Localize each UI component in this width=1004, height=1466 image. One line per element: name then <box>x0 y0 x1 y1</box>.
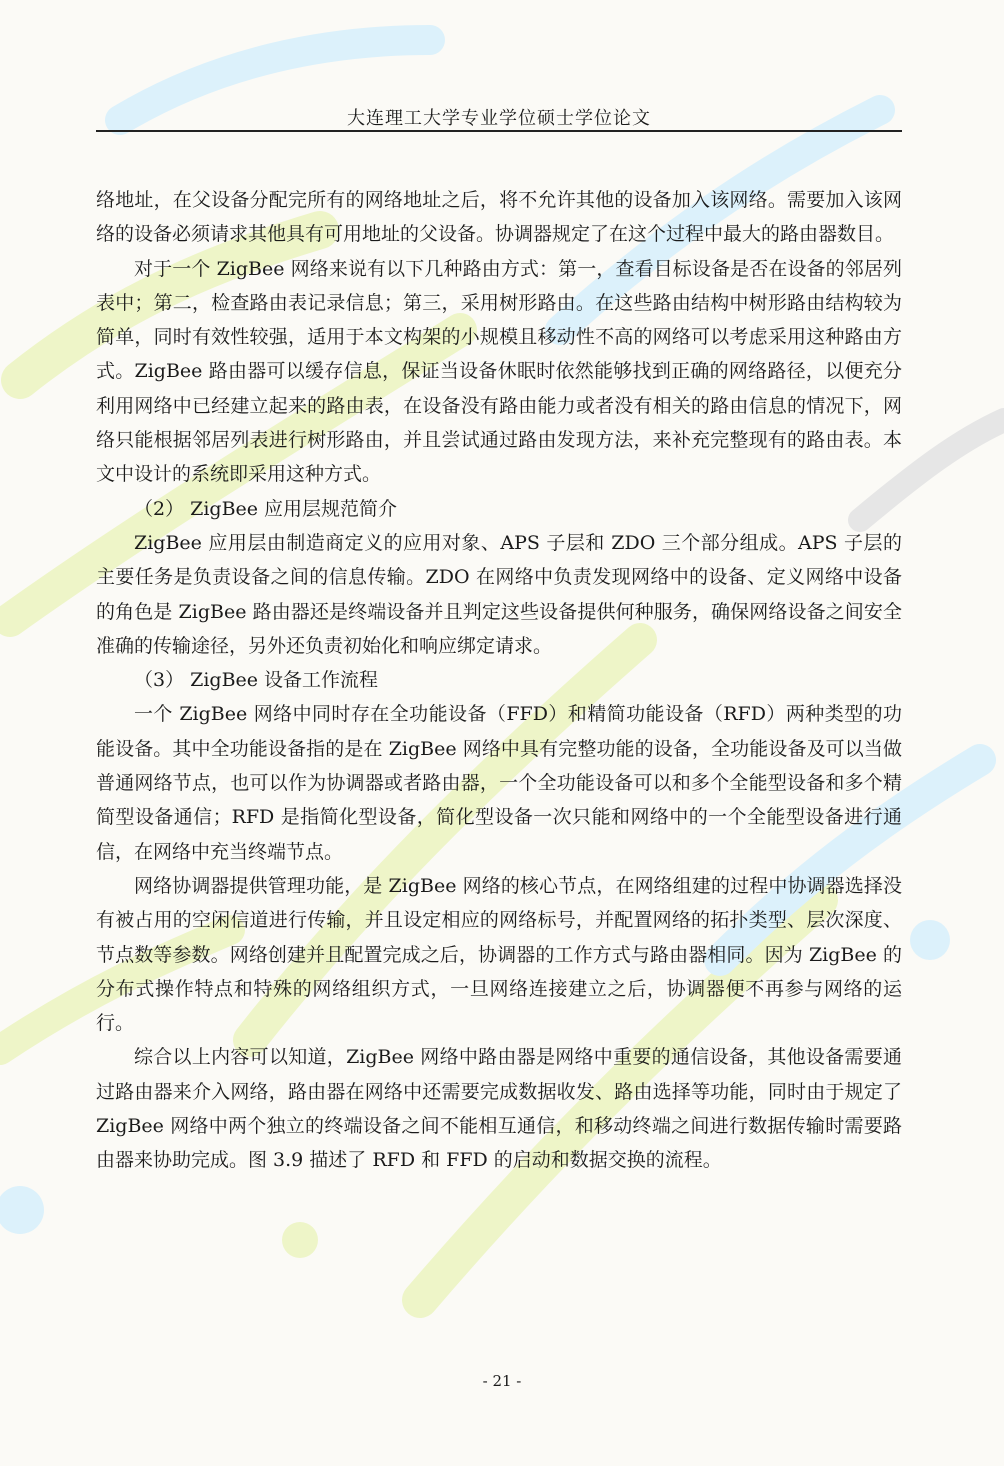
paragraph-coordinator: 网络协调器提供管理功能，是 ZigBee 网络的核心节点，在网络组建的过程中协调器选择没有被占用的空闲信道进行传输，并且设定相应的网络标号，并配置网络的拓扑类型、层次深度、节点数等参数。网络创建并且配置完成之后，协调器的工作方式与路由器相同。因为 ZigBee 的分布式操作特点和特殊的网络组织方式，一旦网络连接建立之后，协调器便不再参与网络的运行。 <box>96 874 902 1035</box>
page-number: - 21 - <box>482 1372 522 1390</box>
paragraph-continuation: 络地址，在父设备分配完所有的网络地址之后，将不允许其他的设备加入该网络。需要加入该网络的设备必须请求其他具有可用地址的父设备。协调器规定了在这个过程中最大的路由器数目。 <box>96 189 902 246</box>
subheading-device-workflow: （3） ZigBee 设备工作流程 <box>134 669 379 692</box>
body-text <box>96 183 902 1178</box>
paragraph-router-summary: 综合以上内容可以知道，ZigBee 网络中路由器是网络中重要的通信设备，其他设备需要通过路由器来介入网络，路由器在网络中还需要完成数据收发、路由选择等功能，同时由于规定了 ZigBee 网络中两个独立的终端设备之间不能相互通信，和移动终端之间进行数据传输时需要路由器来协助完成。图 3.9 描述了 RFD 和 FFD 的启动和数据交换的流程。 <box>96 1046 902 1172</box>
paragraph-device-types: 一个 ZigBee 网络中同时存在全功能设备（FFD）和精简功能设备（RFD）两种类型的功能设备。其中全功能设备指的是在 ZigBee 网络中具有完整功能的设备，全功能设备及可以当做普通网络节点，也可以作为协调器或者路由器，一个全功能设备可以和多个全能型设备和多个精简型设备通信；RFD 是指简化型设备，简化型设备一次只能和网络中的一个全能型设备进行通信，在网络中充当终端节点。 <box>96 703 902 863</box>
running-header: 大连理工大学专业学位硕士学位论文 <box>347 108 651 129</box>
header-divider <box>96 130 902 132</box>
subheading-application-layer: （2） ZigBee 应用层规范简介 <box>134 497 398 520</box>
paragraph-application-layer: ZigBee 应用层由制造商定义的应用对象、APS 子层和 ZDO 三个部分组成。APS 子层的主要任务是负责设备之间的信息传输。ZDO 在网络中负责发现网络中的设备、定义网络中设备的角色是 ZigBee 路由器还是终端设备并且判定这些设备提供何种服务，确保网络设备之间安全准确的传输途径，另外还负责初始化和响应绑定请求。 <box>96 531 902 657</box>
paragraph-routing-methods: 对于一个 ZigBee 网络来说有以下几种路由方式：第一，查看目标设备是否在设备的邻居列表中；第二，检查路由表记录信息；第三，采用树形路由。在这些路由结构中树形路由结构较为简单，同时有效性较强，适用于本文构架的小规模且移动性不高的网络可以考虑采用这种路由方式。ZigBee 路由器可以缓存信息，保证当设备休眠时依然能够找到正确的网络路径，以便充分利用网络中已经建立起来的路由表，在设备没有路由能力或者没有相关的路由信息的情况下，网络只能根据邻居列表进行树形路由，并且尝试通过路由发现方法，来补充完整现有的路由表。本文中设计的系统即采用这种方式。 <box>96 257 902 486</box>
